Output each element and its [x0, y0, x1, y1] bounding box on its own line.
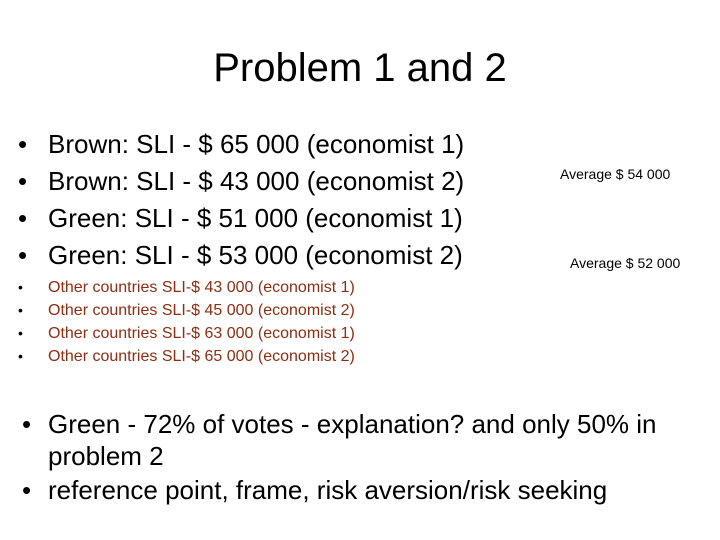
list-item — [18, 276, 355, 299]
bullet-icon: • — [18, 129, 28, 159]
bullet-icon: • — [22, 475, 32, 505]
list-item — [18, 126, 465, 163]
list-item — [18, 163, 465, 200]
list-item — [18, 322, 355, 345]
list-item-text: Green - 72% of votes - explanation? and only 50% in problem 2 — [48, 409, 657, 471]
bullet-icon: • — [18, 240, 28, 270]
main-bullet-list — [18, 126, 465, 274]
average-label-brown: Average $ 54 000 — [560, 166, 671, 182]
list-item — [18, 200, 464, 237]
list-item — [18, 345, 355, 368]
conclusion-list — [22, 408, 688, 506]
bullet-icon: • — [18, 279, 23, 295]
list-item-text: Green: SLI - $ 51 000 (economist 1) — [48, 203, 463, 233]
slide-title: Problem 1 and 2 — [213, 46, 507, 90]
bullet-icon: • — [18, 348, 23, 364]
list-item-text: Brown: SLI - $ 43 000 (economist 2) — [48, 166, 465, 196]
list-item-text: Other countries SLI-$ 63 000 (economist 1) — [48, 325, 355, 342]
bullet-icon: • — [18, 166, 28, 196]
list-item-text: Brown: SLI - $ 65 000 (economist 1) — [48, 129, 465, 159]
bullet-icon: • — [22, 409, 32, 439]
list-item-text: reference point, frame, risk aversion/risk seeking — [48, 475, 608, 505]
list-item-text: Other countries SLI-$ 65 000 (economist 2) — [48, 348, 355, 365]
list-item-text: Green: SLI - $ 53 000 (economist 2) — [48, 240, 463, 270]
other-countries-list — [18, 276, 355, 368]
average-label-green: Average $ 52 000 — [570, 255, 681, 271]
list-item — [22, 408, 688, 472]
bullet-icon: • — [18, 203, 28, 233]
bullet-icon: • — [18, 325, 23, 341]
list-item-text: Other countries SLI-$ 45 000 (economist 2) — [48, 302, 355, 319]
list-item — [18, 237, 464, 274]
list-item — [18, 299, 355, 322]
list-item-text: Other countries SLI-$ 43 000 (economist 1) — [48, 279, 355, 296]
bullet-icon: • — [18, 302, 23, 318]
list-item — [22, 474, 688, 506]
